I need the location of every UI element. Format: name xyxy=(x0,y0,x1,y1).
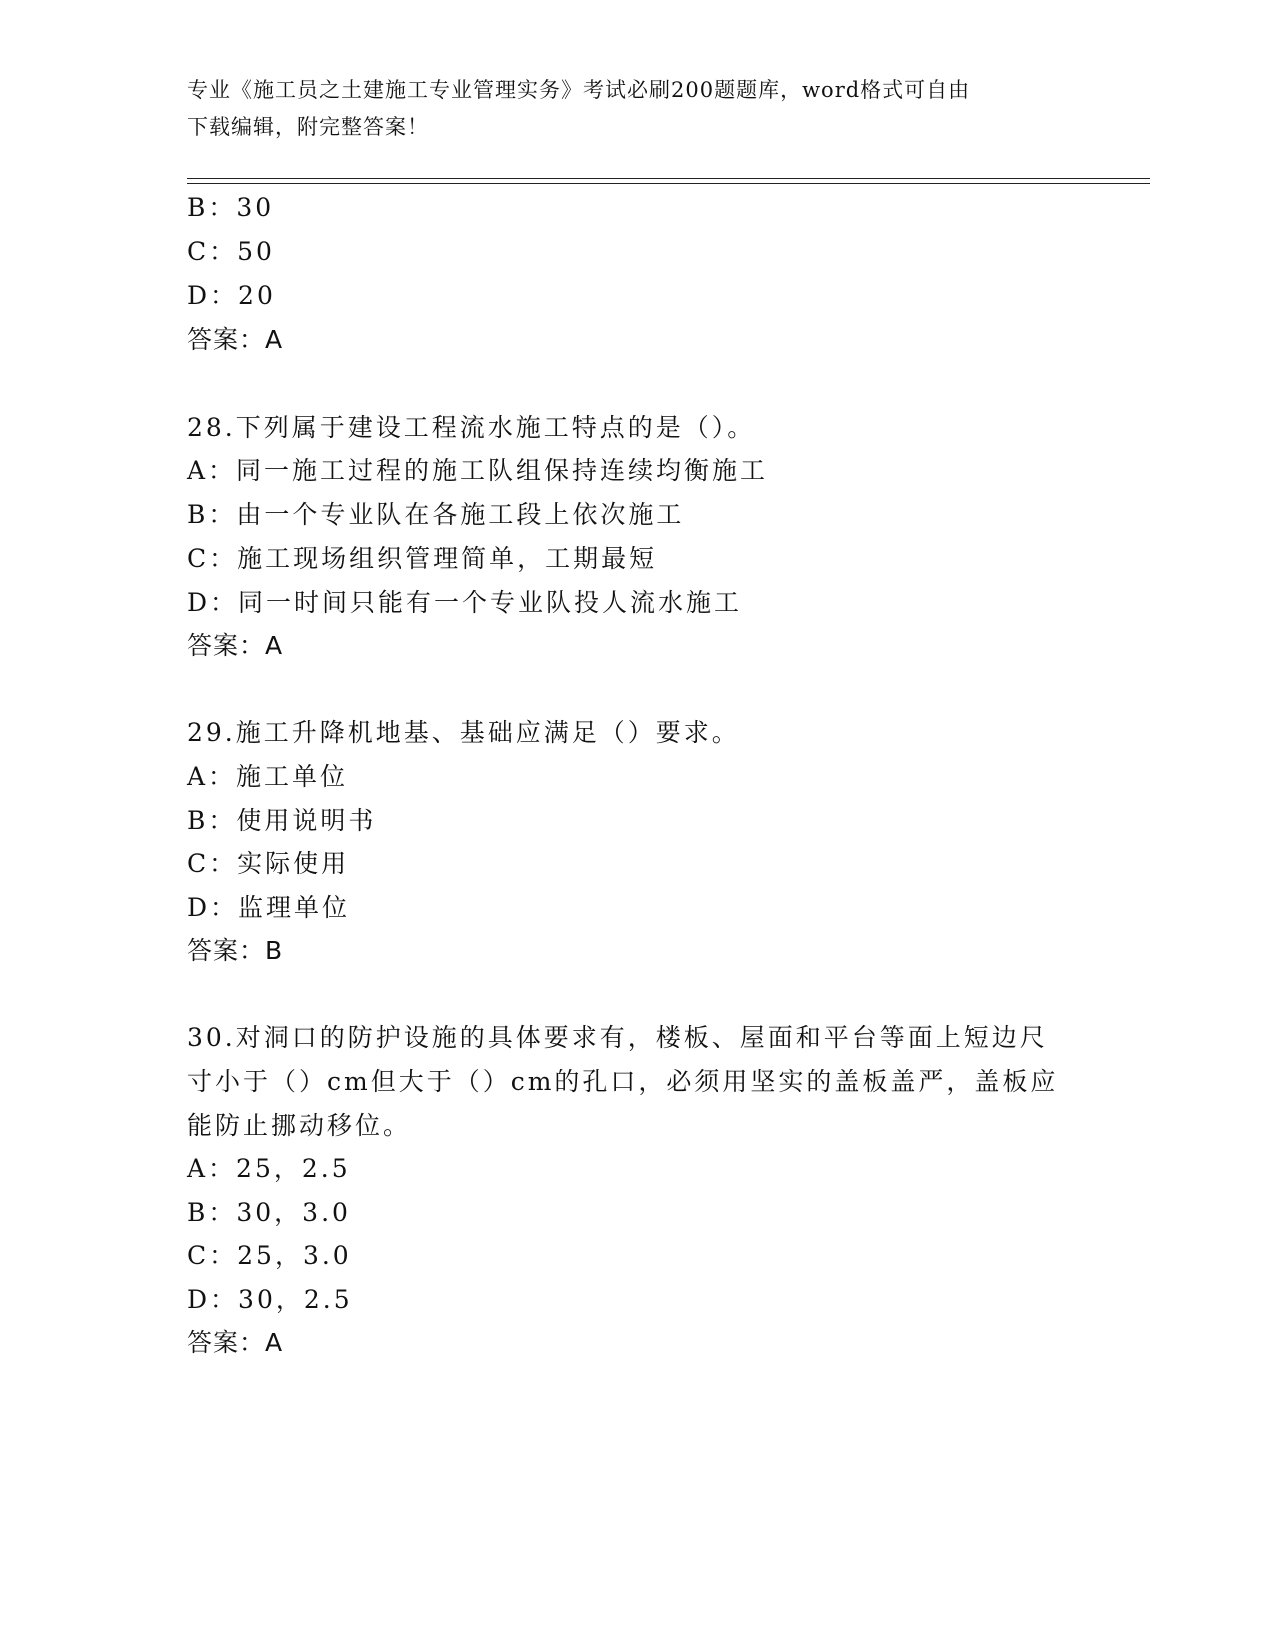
q27-option-b: B：30 xyxy=(187,193,275,222)
q30-stem-line-3: 能防止挪动移位。 xyxy=(187,1111,412,1140)
q29-option-a: A：施工单位 xyxy=(187,762,349,791)
q30-answer: 答案：A xyxy=(187,1328,284,1357)
q27-answer: 答案：A xyxy=(187,325,284,354)
q30-option-b: B：30，3.0 xyxy=(187,1198,351,1227)
q28-option-b: B：由一个专业队在各施工段上依次施工 xyxy=(187,500,685,529)
q29-stem: 29.施工升降机地基、基础应满足（）要求。 xyxy=(187,718,740,747)
q27-option-c: C：50 xyxy=(187,237,275,266)
q30-option-a: A：25，2.5 xyxy=(187,1154,351,1183)
q30-stem-line-1: 30.对洞口的防护设施的具体要求有，楼板、屋面和平台等面上短边尺 xyxy=(187,1023,1048,1052)
header-title-line-1: 专业《施工员之土建施工专业管理实务》考试必刷200题题库，word格式可自由 xyxy=(187,78,971,102)
header-title-line-2: 下载编辑，附完整答案！ xyxy=(187,115,429,139)
q29-option-d: D：监理单位 xyxy=(187,893,351,922)
q30-stem-line-2: 寸小于（）cm但大于（）cm的孔口，必须用坚实的盖板盖严，盖板应 xyxy=(187,1067,1059,1096)
q28-option-d: D：同一时间只能有一个专业队投人流水施工 xyxy=(187,588,743,617)
page-header xyxy=(187,72,1087,146)
header-divider-bottom xyxy=(187,183,1150,184)
q29-option-b: B：使用说明书 xyxy=(187,806,377,835)
q28-answer: 答案：A xyxy=(187,631,284,660)
q28-option-c: C：施工现场组织管理简单，工期最短 xyxy=(187,544,658,573)
q28-stem: 28.下列属于建设工程流水施工特点的是（）。 xyxy=(187,413,756,442)
q27-option-d: D：20 xyxy=(187,281,276,310)
q30-option-d: D：30，2.5 xyxy=(187,1285,353,1314)
q30-option-c: C：25，3.0 xyxy=(187,1241,352,1270)
q29-option-c: C：实际使用 xyxy=(187,849,350,878)
q29-answer: 答案：B xyxy=(187,936,284,965)
q28-option-a: A：同一施工过程的施工队组保持连续均衡施工 xyxy=(187,456,769,485)
header-divider-top xyxy=(187,178,1150,179)
